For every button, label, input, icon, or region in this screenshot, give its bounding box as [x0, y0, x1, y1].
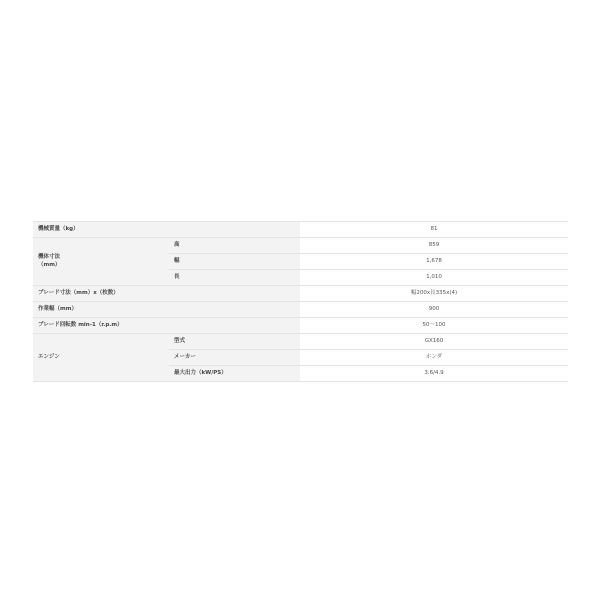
length-label: 長	[169, 270, 300, 286]
blade-speed-value: 50〜100	[300, 318, 568, 334]
engine-label: エンジン	[33, 334, 169, 382]
engine-maker-label: メーカー	[169, 350, 300, 366]
height-label: 高	[169, 238, 300, 254]
table-row-blade-speed	[33, 318, 568, 334]
table-row-engine-model	[33, 334, 568, 350]
width-value: 1,678	[300, 254, 568, 270]
table-row-working-width	[33, 302, 568, 318]
weight-value: 81	[300, 222, 568, 238]
height-value: 859	[300, 238, 568, 254]
engine-output-value: 3.6/4.9	[300, 366, 568, 382]
weight-label: 機械質量（kg）	[33, 222, 300, 238]
engine-output-label: 最大出力（kW/PS）	[169, 366, 300, 382]
engine-model-value: GX160	[300, 334, 568, 350]
table-row-blade-size	[33, 286, 568, 302]
dimensions-label-line1: 機体寸法	[38, 254, 61, 261]
engine-model-label: 型式	[169, 334, 300, 350]
length-value: 1,010	[300, 270, 568, 286]
width-label: 幅	[169, 254, 300, 270]
spec-table	[33, 221, 568, 382]
blade-speed-label: ブレード回転数 min-1（r.p.m）	[33, 318, 300, 334]
blade-size-label: ブレード寸法（mm）x（枚数）	[33, 286, 300, 302]
dimensions-label-line2: （mm）	[38, 261, 61, 268]
table-row-weight	[33, 222, 568, 238]
table-row-dimension-height	[33, 238, 568, 254]
working-width-label: 作業幅（mm）	[33, 302, 300, 318]
dimensions-label	[33, 238, 169, 286]
engine-maker-value: ホンダ	[300, 350, 568, 366]
working-width-value: 900	[300, 302, 568, 318]
blade-size-value: 幅200x長335x(4)	[300, 286, 568, 302]
